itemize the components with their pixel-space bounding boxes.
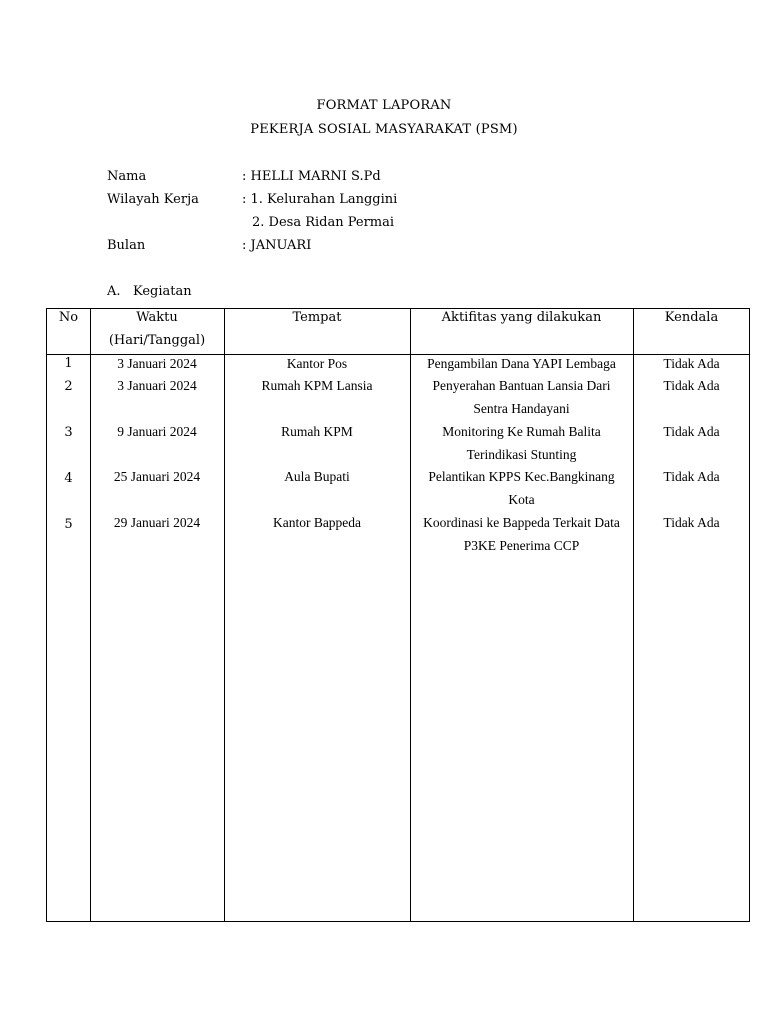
row-3-aktifitas-line1: Monitoring Ke Rumah Balita (442, 424, 601, 439)
section-title: Kegiatan (133, 284, 192, 299)
row-4-kendala: Tidak Ada (663, 469, 720, 484)
row-2-aktifitas-line2: Sentra Handayani (473, 401, 570, 416)
row-3-aktifitas (410, 420, 633, 466)
header-tempat: Tempat (292, 310, 342, 325)
row-1-waktu: 3 Januari 2024 (117, 356, 197, 371)
row-5-aktifitas-line1: Koordinasi ke Bappeda Terkait Data (423, 515, 620, 530)
row-5-no: 5 (64, 517, 73, 532)
row-4-aktifitas-line2: Kota (508, 492, 535, 507)
header-no: No (58, 310, 79, 325)
wilayah-value-1: : 1. Kelurahan Langgini (242, 192, 398, 207)
bulan-value: : JANUARI (242, 238, 312, 253)
row-4-aktifitas (410, 465, 633, 511)
row-1-no: 1 (64, 356, 73, 371)
column-divider (90, 309, 91, 921)
info-wilayah-row-2 (107, 215, 527, 233)
row-3-waktu: 9 Januari 2024 (117, 424, 197, 439)
row-1-tempat: Kantor Pos (286, 356, 348, 371)
row-4-tempat: Aula Bupati (284, 469, 350, 484)
row-5-aktifitas (410, 511, 633, 557)
info-nama-row (107, 169, 527, 187)
document-subtitle: PEKERJA SOSIAL MASYARAKAT (PSM) (250, 122, 518, 137)
row-2-no: 2 (64, 379, 73, 394)
section-heading (107, 284, 192, 299)
row-3-no: 3 (64, 425, 73, 440)
nama-value: : HELLI MARNI S.Pd (242, 169, 381, 184)
row-5-waktu: 29 Januari 2024 (113, 515, 201, 530)
row-4-aktifitas-line1: Pelantikan KPPS Kec.Bangkinang (428, 469, 615, 484)
nama-label: Nama (107, 169, 147, 184)
header-aktifitas: Aktifitas yang dilakukan (441, 310, 602, 325)
header-waktu-line2: (Hari/Tanggal) (108, 333, 206, 348)
row-5-kendala: Tidak Ada (663, 515, 720, 530)
row-2-aktifitas-line1: Penyerahan Bantuan Lansia Dari (432, 378, 611, 393)
row-5-aktifitas-line2: P3KE Penerima CCP (463, 538, 580, 553)
row-1-kendala: Tidak Ada (663, 356, 720, 371)
info-bulan-row (107, 238, 527, 256)
column-divider (224, 309, 225, 921)
row-5-tempat: Kantor Bappeda (272, 515, 362, 530)
row-3-aktifitas-line2: Terindikasi Stunting (466, 447, 577, 462)
activity-table (46, 308, 750, 922)
document-title: FORMAT LAPORAN (316, 98, 452, 113)
row-1-aktifitas-line1: Pengambilan Dana YAPI Lembaga (427, 356, 616, 371)
info-wilayah-row (107, 192, 527, 210)
row-2-aktifitas (410, 374, 633, 420)
column-divider (633, 309, 634, 921)
header-waktu-line1: Waktu (136, 310, 178, 325)
header-waktu (90, 306, 224, 352)
header-kendala: Kendala (664, 310, 719, 325)
row-3-tempat: Rumah KPM (281, 424, 353, 439)
row-2-waktu: 3 Januari 2024 (117, 378, 197, 393)
row-1-aktifitas (410, 352, 633, 375)
row-2-tempat: Rumah KPM Lansia (261, 378, 373, 393)
row-4-waktu: 25 Januari 2024 (113, 469, 201, 484)
wilayah-label: Wilayah Kerja (107, 192, 199, 207)
row-3-kendala: Tidak Ada (663, 424, 720, 439)
row-2-kendala: Tidak Ada (663, 378, 720, 393)
section-letter: A. (107, 284, 121, 299)
row-4-no: 4 (64, 471, 73, 486)
bulan-label: Bulan (107, 238, 146, 253)
wilayah-value-2: 2. Desa Ridan Permai (252, 215, 395, 230)
